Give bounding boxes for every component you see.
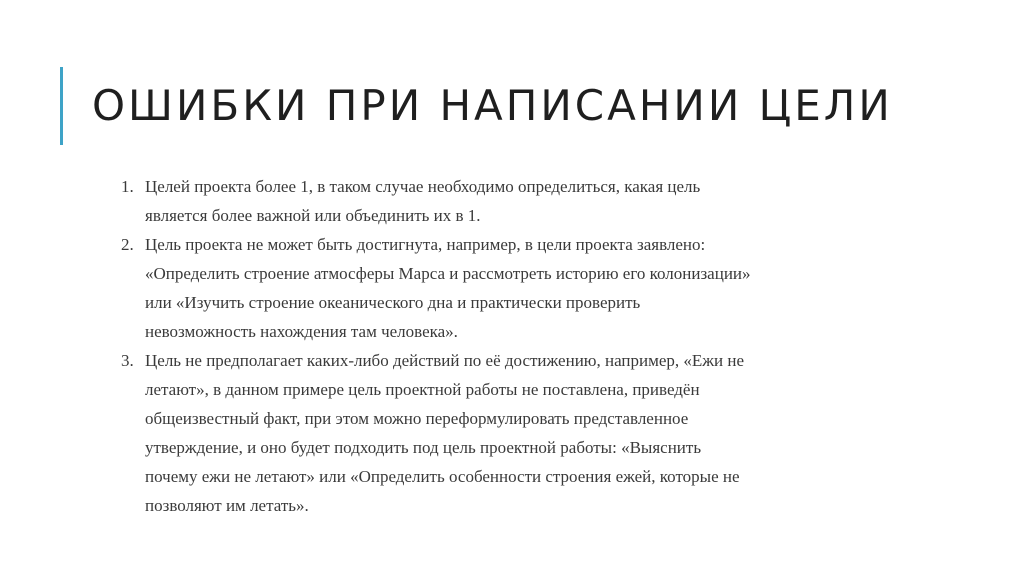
list-item-line: «Определить строение атмосферы Марса и рассмотреть историю его колонизации» <box>145 264 751 283</box>
list-item-line: Цель не предполагает каких-либо действий по её достижению, например, «Ежи не <box>145 351 745 370</box>
errors-list <box>121 172 881 520</box>
list-item-line: утверждение, и оно будет подходить под цель проектной работы: «Выяснить <box>145 438 702 457</box>
list-item-line: общеизвестный факт, при этом можно переформулировать представленное <box>145 409 689 428</box>
list-item-number: 2. <box>121 235 134 254</box>
list-item-line: Цель проекта не может быть достигнута, например, в цели проекта заявлено: <box>145 235 706 254</box>
list-item-line: Целей проекта более 1, в таком случае необходимо определиться, какая цель <box>145 177 701 196</box>
list-item <box>121 230 881 346</box>
list-item-number: 3. <box>121 351 134 370</box>
list-item <box>121 346 881 520</box>
list-item-line: позволяют им летать». <box>145 496 309 515</box>
list-item <box>121 172 881 230</box>
list-item-line: летают», в данном примере цель проектной работы не поставлена, приведён <box>145 380 700 399</box>
list-item-line: или «Изучить строение океанического дна и практически проверить <box>145 293 641 312</box>
list-item-line: является более важной или объединить их в 1. <box>145 206 481 225</box>
list-item-number: 1. <box>121 177 134 196</box>
list-item-line: невозможность нахождения там человека». <box>145 322 458 341</box>
title-accent-bar <box>60 67 63 145</box>
slide-title: ОШИБКИ ПРИ НАПИСАНИИ ЦЕЛИ <box>92 81 893 130</box>
list-item-line: почему ежи не летают» или «Определить особенности строения ежей, которые не <box>145 467 740 486</box>
